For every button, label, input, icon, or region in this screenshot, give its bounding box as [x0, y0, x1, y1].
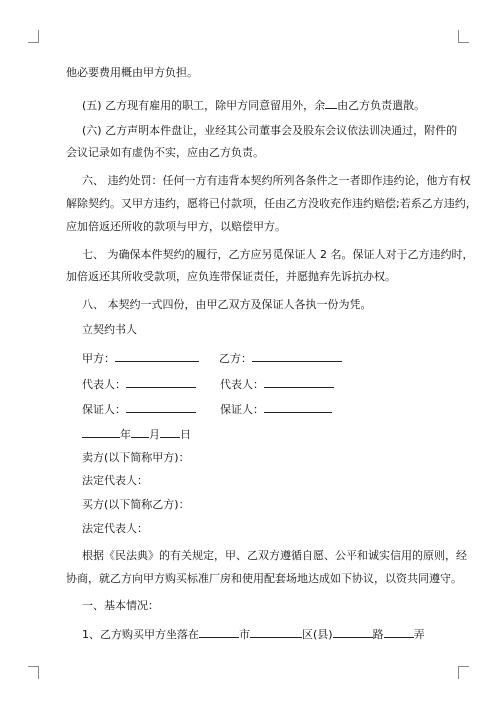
text-line: 加倍返还其所收受款项，应负连带保证责任，并愿抛弃先诉抗办权。	[66, 270, 396, 283]
rep-a-blank	[126, 376, 196, 388]
signatories-heading: 立契约书人	[82, 323, 137, 336]
text-span: 市	[239, 628, 250, 641]
seller-rep-line: 法定代表人：	[82, 474, 148, 487]
preamble-line: 根据《民法典》的有关规定，甲、乙双方遵循自愿、公平和诚实信用的原则，经	[82, 549, 467, 562]
party-row	[82, 350, 342, 366]
guarantor-row	[82, 401, 332, 417]
city-blank	[199, 626, 239, 638]
text-line: 应加倍返还所收的款项与甲方，以赔偿甲方。	[66, 220, 286, 233]
rep-a-label: 代表人：	[82, 378, 126, 391]
day-label: 日	[180, 428, 191, 441]
district-blank	[250, 626, 302, 638]
day-blank	[160, 426, 180, 438]
crop-mark-bottom-right	[458, 666, 469, 679]
seller-line: 卖方(以下简称甲方)：	[82, 451, 190, 464]
text-line: 会议记录如有虚伪不实，应由乙方负责。	[66, 146, 264, 159]
month-label: 月	[149, 428, 160, 441]
party-b-label: 乙方：	[219, 352, 252, 365]
text-span: 由乙方负责遣散。	[337, 99, 426, 112]
guarantor-b-label: 保证人：	[220, 403, 264, 416]
clause-6: (六) 乙方声明本件盘让，业经其公司董事会及股东会议依法训决通过，附件的	[82, 124, 458, 137]
representative-row	[82, 376, 334, 392]
crop-mark-bottom-left	[28, 666, 39, 679]
rep-b-label: 代表人：	[220, 378, 264, 391]
item-1-line	[82, 626, 425, 642]
party-a-blank	[115, 350, 199, 362]
text-span: 区(县)	[302, 628, 333, 641]
rep-b-blank	[264, 376, 334, 388]
text-line: 解除契约。又甲方违约，愿将已付款项，任由乙方没收充作违约赔偿;若系乙方违约，	[66, 197, 477, 210]
section-8: 八、 本契约一式四份，由甲乙双方及保证人各执一份为凭。	[82, 298, 372, 311]
year-blank	[82, 426, 120, 438]
clause-5	[82, 97, 425, 113]
guarantor-b-blank	[264, 401, 332, 413]
road-blank	[333, 626, 373, 638]
party-a-label: 甲方：	[82, 352, 115, 365]
date-row	[82, 426, 191, 442]
text-span: 路	[372, 628, 384, 641]
year-label: 年	[120, 428, 131, 441]
basic-info-heading: 一、基本情况：	[82, 599, 159, 612]
crop-mark-top-right	[458, 30, 469, 43]
text-span: 弄	[413, 628, 425, 641]
party-b-blank	[252, 350, 342, 362]
buyer-line: 买方(以下简称乙方)：	[82, 498, 190, 511]
month-blank	[131, 426, 149, 438]
section-7: 七、 为确保本件契约的履行，乙方应另觅保证人 2 名。保证人对于乙方违约时，	[82, 248, 474, 261]
guarantor-a-label: 保证人：	[82, 403, 126, 416]
preamble-line: 协商，就乙方向甲方购买标准厂房和使用配套场地达成如下协议，以资共同遵守。	[66, 572, 462, 585]
crop-mark-top-left	[28, 30, 39, 43]
guarantor-a-blank	[126, 401, 196, 413]
text-span: 1、乙方购买甲方坐落在	[82, 628, 199, 641]
buyer-rep-line: 法定代表人：	[82, 522, 148, 535]
text-span: (五) 乙方现有雇用的职工，除甲方同意留用外，余	[82, 99, 326, 112]
section-6: 六、 违约处罚：任何一方有违背本契约所列各条件之一者即作违约论，他方有权	[82, 174, 471, 187]
blank-line	[325, 97, 337, 109]
text-line: 他必要费用概由甲方负担。	[66, 66, 198, 79]
lane-blank	[384, 626, 414, 638]
